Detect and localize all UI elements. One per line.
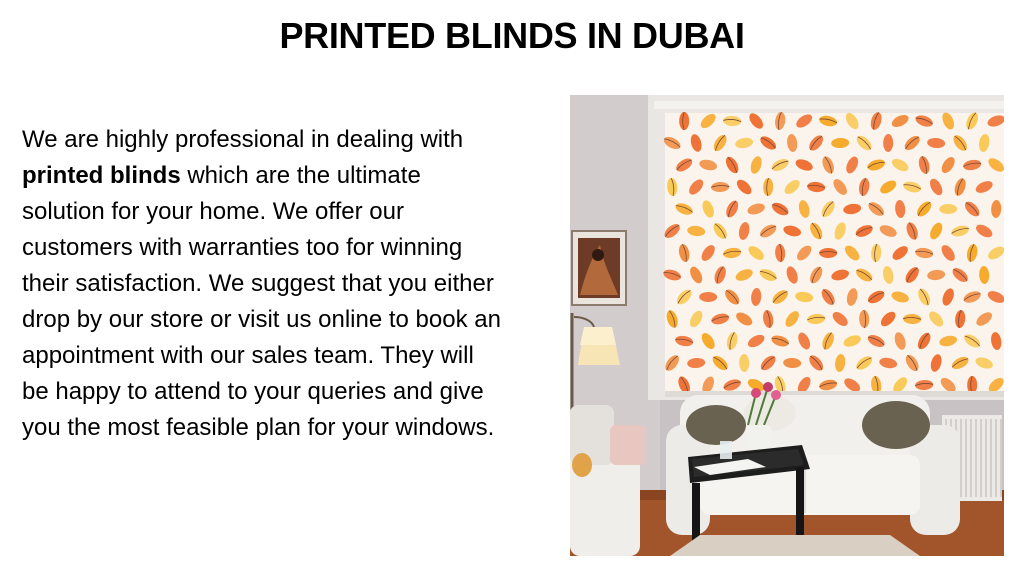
blind-leaf [679,112,689,130]
left-sofa [570,405,646,556]
rug [670,535,920,556]
printed-blind [662,111,1004,396]
blind-leaf [819,248,837,258]
description-paragraph [22,122,502,446]
paragraph-text-start: We are highly professional in dealing with [22,126,464,153]
paragraph-bold-phrase: printed blinds [22,162,181,189]
page-title: PRINTED BLINDS IN DUBAI [279,15,745,56]
paragraph-text-end: which are the ultimate solution for your home. We offer our customers with warranties too for winning their satisfaction. We suggest that you either drop by our store or visit us online to book an appointment with our sales team. They will be happy to attend to your queries and give you the most feasible plan for your windows. [22,162,501,441]
room-photo [570,95,1004,556]
wall-picture [572,231,626,305]
